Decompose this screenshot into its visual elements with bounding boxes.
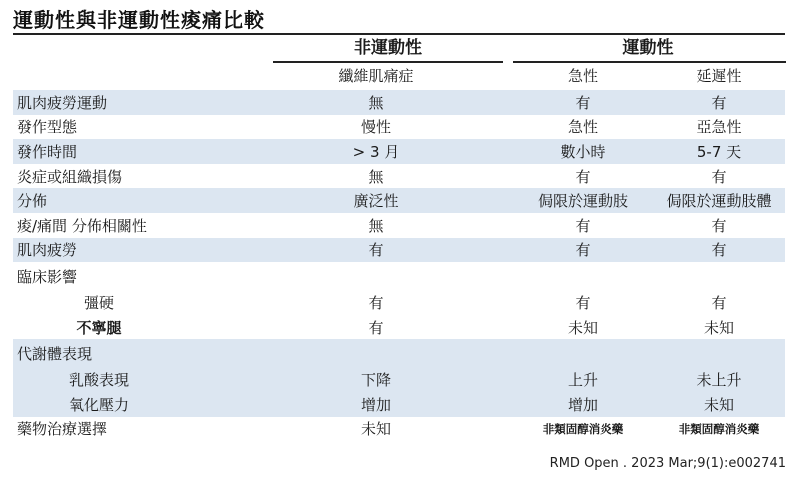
cell-delayed: 未知 [703,318,734,337]
cell-fibromyalgia: 下降 [360,371,391,390]
row-label: 發作型態 [17,118,78,137]
cell-fibromyalgia: 未知 [360,420,391,439]
row-label: 不寧腿 [76,318,122,337]
cell-delayed: 5-7 天 [696,142,742,161]
cell-delayed: 有 [711,93,727,112]
table-row [13,290,785,315]
cell-delayed: 未上升 [696,371,742,390]
table-row [13,90,785,115]
row-label: 發作時間 [17,142,78,161]
table-row [13,367,785,392]
cell-fibromyalgia: 增加 [360,395,391,414]
cell-acute: 有 [575,241,591,260]
top-rule [13,33,785,35]
cell-delayed: 有 [711,216,727,235]
cell-fibromyalgia: 無 [368,93,384,112]
table-row [13,213,785,238]
cell-acute: 增加 [567,395,598,414]
cell-delayed: 亞急性 [696,118,742,137]
row-label: 乳酸表現 [68,371,129,390]
row-label: 彊硬 [83,293,114,312]
cell-delayed: 有 [711,241,727,260]
page-title: 運動性與非運動性痠痛比較 [13,8,265,32]
row-label: 肌肉疲勞運動 [17,93,108,112]
cell-acute: 數小時 [560,142,606,161]
row-label: 肌肉疲勞 [17,241,78,260]
cell-fibromyalgia: 無 [368,216,384,235]
group-header-exercise: 運動性 [622,38,674,58]
cell-fibromyalgia: > 3 月 [352,142,400,161]
table-row [13,164,785,189]
table-row [13,188,785,213]
row-label: 炎症或組織損傷 [17,167,123,186]
cell-delayed: 有 [711,293,727,312]
section-label-metabolites: 代謝體表現 [17,344,93,363]
row-label: 分佈 [17,192,48,211]
cell-acute: 有 [575,167,591,186]
cell-fibromyalgia: 有 [368,293,384,312]
cell-acute: 未知 [567,318,598,337]
group-header-non-exercise: 非運動性 [354,38,422,58]
table-row [13,139,785,164]
table-row [13,417,785,442]
cell-acute: 有 [575,293,591,312]
column-header-acute: 急性 [567,67,598,85]
column-header-delayed: 延遲性 [696,67,742,85]
comparison-table [13,90,785,441]
table-row [13,238,785,263]
cell-acute: 急性 [567,118,598,137]
cell-fibromyalgia: 有 [368,241,384,260]
cell-delayed: 未知 [703,395,734,414]
row-label: 痠/痛間 分佈相關性 [17,216,147,235]
cell-fibromyalgia: 慢性 [360,118,391,137]
table-section-row [13,339,785,367]
cell-fibromyalgia: 無 [368,167,384,186]
column-header-fibromyalgia: 纖維肌痛症 [338,67,414,85]
cell-delayed: 非類固醇消炎藥 [678,421,760,436]
cell-fibromyalgia: 有 [368,318,384,337]
cell-acute: 侷限於運動肢 [537,192,628,211]
table-row [13,315,785,340]
row-label: 氧化壓力 [68,395,129,414]
cell-acute: 上升 [567,371,598,390]
cell-fibromyalgia: 廣泛性 [353,192,399,211]
cell-delayed: 侷限於運動肢體 [666,192,772,211]
cell-acute: 有 [575,216,591,235]
cell-delayed: 有 [711,167,727,186]
citation: RMD Open . 2023 Mar;9(1):e002741 [549,456,786,471]
group-rule-non-exercise [273,61,503,63]
table-row [13,115,785,140]
table-section-row [13,262,785,290]
group-rule-exercise [513,61,786,63]
cell-acute: 非類固醇消炎藥 [542,421,624,436]
section-label-clinical-impact: 臨床影響 [17,267,78,286]
table-row [13,392,785,417]
row-label: 藥物治療選擇 [17,420,108,439]
cell-acute: 有 [575,93,591,112]
